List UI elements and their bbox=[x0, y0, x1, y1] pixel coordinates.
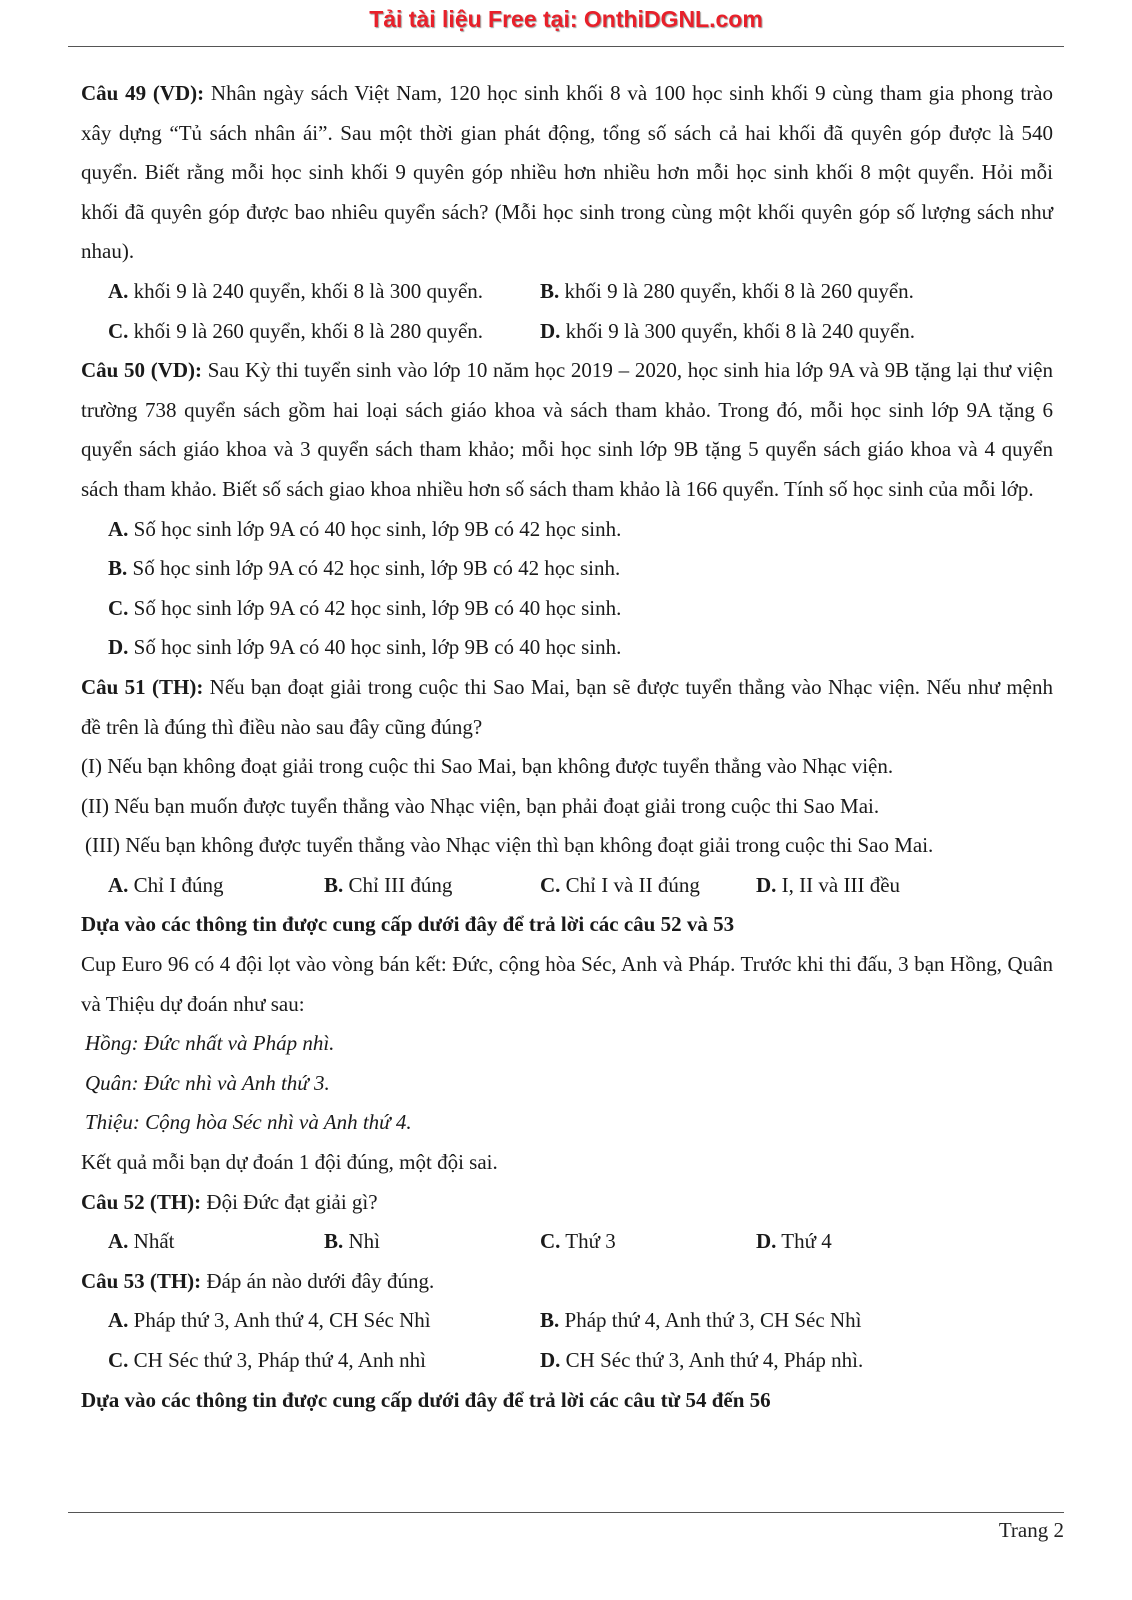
answer-option-c bbox=[108, 1341, 540, 1381]
answer-option-a bbox=[108, 272, 540, 312]
option-key: B. bbox=[108, 556, 128, 581]
option-text: Thứ 4 bbox=[776, 1229, 832, 1254]
option-key: A. bbox=[108, 1308, 129, 1333]
statement-2: (II) Nếu bạn muốn được tuyển thẳng vào Nhạc viện, bạn phải đoạt giải trong cuộc thi Sao Mai. bbox=[81, 793, 880, 818]
answer-row bbox=[81, 1301, 1053, 1341]
question-52 bbox=[81, 1183, 1053, 1223]
option-text: Pháp thứ 4, Anh thứ 3, CH Séc Nhì bbox=[559, 1308, 862, 1333]
option-key: C. bbox=[108, 318, 129, 343]
question-label: Câu 51 (TH): bbox=[81, 674, 204, 699]
option-key: B. bbox=[324, 1229, 344, 1254]
option-text: khối 9 là 260 quyển, khối 8 là 280 quyển. bbox=[128, 318, 484, 343]
answer-option-a bbox=[108, 1301, 540, 1341]
option-text: khối 9 là 240 quyển, khối 8 là 300 quyển. bbox=[128, 278, 484, 303]
question-text: Sau Kỳ thi tuyển sinh vào lớp 10 năm học 2019 – 2020, học sinh hia lớp 9A và 9B tặng lại thư viện trường 738 quyển sách gồm hai loại sách giáo khoa và sách tham khảo. Trong đó, mỗi học sinh lớp 9A tặng 6 quyển sách giáo khoa và 3 quyển sách tham khảo; mỗi học sinh lớp 9B tặng 5 quyển sách giáo khoa và 4 quyển sách tham khảo. Biết số sách giao khoa nhiều hơn số sách tham khảo là 166 quyển. Tính số học sinh của mỗi lớp. bbox=[81, 358, 1053, 501]
question-50 bbox=[81, 351, 1053, 509]
answer-option-c bbox=[108, 312, 540, 352]
question-label: Câu 53 (TH): bbox=[81, 1268, 202, 1293]
option-key: A. bbox=[108, 278, 129, 303]
option-key: D. bbox=[108, 635, 129, 660]
option-text: khối 9 là 280 quyển, khối 8 là 260 quyển. bbox=[559, 278, 914, 303]
question-label: Câu 49 (VD): bbox=[81, 81, 205, 105]
context-paragraph: Cup Euro 96 có 4 đội lọt vào vòng bán kết: Đức, cộng hòa Séc, Anh và Pháp. Trước khi thi đấu, 3 bạn Hồng, Quân và Thiệu dự đoán như sau: bbox=[81, 952, 1053, 1016]
option-text: Số học sinh lớp 9A có 40 học sinh, lớp 9B có 42 học sinh. bbox=[128, 516, 622, 541]
option-text: Chỉ III đúng bbox=[343, 872, 453, 897]
answer-row bbox=[81, 1341, 1053, 1381]
option-key: B. bbox=[540, 1308, 560, 1333]
option-key: D. bbox=[540, 1348, 561, 1372]
option-key: C. bbox=[540, 1229, 561, 1254]
answer-option-b bbox=[540, 1301, 972, 1341]
option-key: B. bbox=[324, 872, 344, 897]
option-text: Số học sinh lớp 9A có 40 học sinh, lớp 9B có 40 học sinh. bbox=[128, 635, 622, 660]
answer-option-b bbox=[81, 549, 1053, 589]
question-text: Nếu bạn đoạt giải trong cuộc thi Sao Mai, bạn sẽ được tuyển thẳng vào Nhạc viện. Nếu như mệnh đề trên là đúng thì điều nào sau đây cũng đúng? bbox=[81, 674, 1053, 739]
answer-option-a bbox=[81, 510, 1053, 550]
option-key: D. bbox=[540, 318, 561, 343]
option-key: D. bbox=[756, 872, 777, 897]
header-divider bbox=[68, 46, 1064, 47]
document-body bbox=[81, 74, 1053, 1420]
result-note: Kết quả mỗi bạn dự đoán 1 đội đúng, một đội sai. bbox=[81, 1150, 498, 1175]
prediction-2: Quân: Đức nhì và Anh thứ 3. bbox=[85, 1070, 330, 1095]
option-key: D. bbox=[756, 1229, 777, 1254]
option-text: Chỉ I và II đúng bbox=[560, 872, 700, 897]
answer-row bbox=[81, 312, 1053, 352]
option-key: B. bbox=[540, 278, 560, 303]
option-text: Pháp thứ 3, Anh thứ 4, CH Séc Nhì bbox=[128, 1308, 431, 1333]
answer-option-d bbox=[540, 1341, 972, 1381]
prediction-1: Hồng: Đức nhất và Pháp nhì. bbox=[85, 1031, 335, 1056]
question-53 bbox=[81, 1262, 1053, 1302]
question-label: Câu 50 (VD): bbox=[81, 358, 203, 383]
statement-3: (III) Nếu bạn không được tuyển thẳng vào Nhạc viện thì bạn không đoạt giải trong cuộc thi Sao Mai. bbox=[85, 833, 934, 858]
option-text: Nhất bbox=[128, 1229, 175, 1254]
option-text: khối 9 là 300 quyển, khối 8 là 240 quyển. bbox=[560, 318, 916, 343]
answer-option-a bbox=[108, 1222, 324, 1262]
option-key: C. bbox=[108, 595, 129, 620]
option-key: C. bbox=[540, 872, 561, 897]
question-text: Nhân ngày sách Việt Nam, 120 học sinh khối 8 và 100 học sinh khối 9 cùng tham gia phong trào xây dựng “Tủ sách nhân ái”. Sau một thời gian phát động, tổng số sách cả hai khối đã quyên góp được là 540 quyển. Biết rằng mỗi học sinh khối 9 quyên góp nhiều hơn nhiều hơn mỗi học sinh khối 8 một quyển. Hỏi mỗi khối đã quyên góp được bao nhiêu quyển sách? (Mỗi học sinh trong cùng một khối quyên góp số lượng sách như nhau). bbox=[81, 81, 1054, 264]
statement-1: (I) Nếu bạn không đoạt giải trong cuộc thi Sao Mai, bạn không được tuyển thẳng vào Nhạc viện. bbox=[81, 754, 894, 779]
page-number: Trang 2 bbox=[998, 1518, 1064, 1542]
question-49 bbox=[81, 74, 1053, 272]
option-text: CH Séc thứ 3, Pháp thứ 4, Anh nhì bbox=[128, 1348, 426, 1372]
site-banner-link[interactable]: Tải tài liệu Free tại: OnthiDGNL.com bbox=[369, 6, 763, 32]
question-51 bbox=[81, 668, 1053, 747]
answer-option-c bbox=[540, 1222, 756, 1262]
option-key: A. bbox=[108, 872, 129, 897]
option-text: Số học sinh lớp 9A có 42 học sinh, lớp 9B có 42 học sinh. bbox=[127, 556, 621, 581]
option-text: Thứ 3 bbox=[560, 1229, 616, 1254]
option-text: Chỉ I đúng bbox=[128, 872, 224, 897]
answer-option-c bbox=[540, 866, 756, 906]
answer-option-d bbox=[756, 866, 972, 906]
answer-option-d bbox=[756, 1222, 972, 1262]
answer-option-b bbox=[324, 1222, 540, 1262]
answer-option-b bbox=[540, 272, 972, 312]
question-label: Câu 52 (TH): bbox=[81, 1189, 202, 1214]
section-heading: Dựa vào các thông tin được cung cấp dưới đây để trả lời các câu từ 54 đến 56 bbox=[81, 1387, 771, 1412]
answer-option-a bbox=[108, 866, 324, 906]
option-text: CH Séc thứ 3, Anh thứ 4, Pháp nhì. bbox=[560, 1348, 864, 1372]
option-key: C. bbox=[108, 1348, 129, 1372]
option-text: I, II và III đều bbox=[776, 872, 901, 897]
answer-row bbox=[81, 866, 1053, 906]
option-key: A. bbox=[108, 1229, 129, 1254]
answer-option-b bbox=[324, 866, 540, 906]
answer-row bbox=[81, 1222, 1053, 1262]
question-text: Đáp án nào dưới đây đúng. bbox=[201, 1268, 435, 1293]
answer-option-d bbox=[540, 312, 972, 352]
question-text: Đội Đức đạt giải gì? bbox=[201, 1189, 378, 1214]
prediction-3: Thiệu: Cộng hòa Séc nhì và Anh thứ 4. bbox=[85, 1110, 412, 1135]
answer-option-d bbox=[81, 628, 1053, 668]
footer-divider bbox=[68, 1512, 1064, 1513]
option-text: Nhì bbox=[343, 1229, 381, 1254]
answer-row bbox=[81, 272, 1053, 312]
answer-option-c bbox=[81, 589, 1053, 629]
option-text: Số học sinh lớp 9A có 42 học sinh, lớp 9B có 40 học sinh. bbox=[128, 595, 622, 620]
section-heading: Dựa vào các thông tin được cung cấp dưới đây để trả lời các câu 52 và 53 bbox=[81, 912, 735, 937]
option-key: A. bbox=[108, 516, 129, 541]
